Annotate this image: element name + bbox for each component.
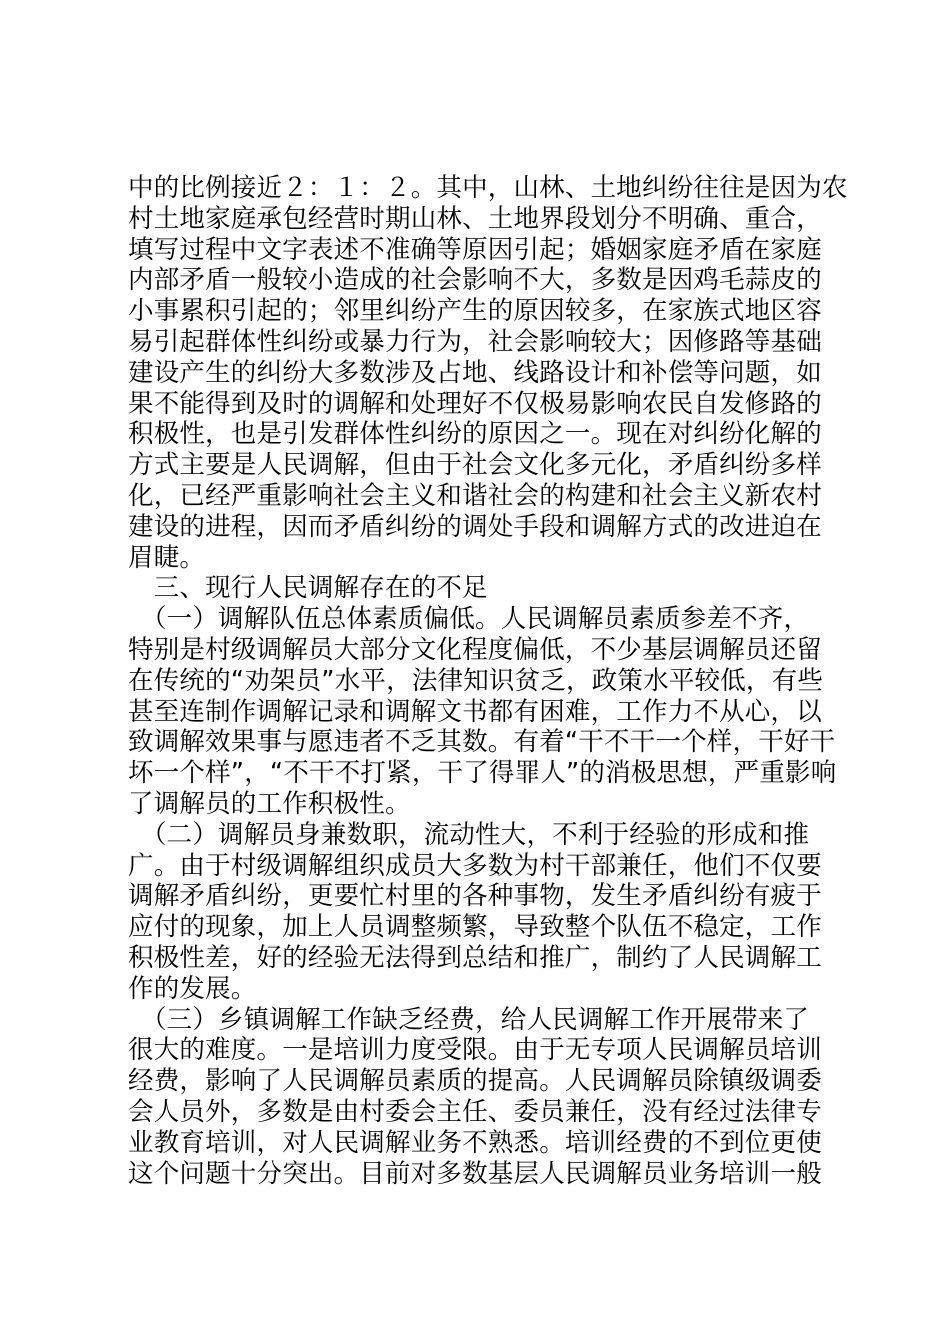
text-line: 在传统的“劝架员”水平，法律知识贫乏，政策水平较低，有些 <box>128 665 824 696</box>
text-line: 化，已经严重影响社会主义和谐社会的构建和社会主义新农村 <box>128 480 822 511</box>
section-heading: 三、现行人民调解存在的不足 <box>128 573 488 604</box>
text-line: 会人员外，多数是由村委会主任、委员兼任，没有经过法律专 <box>128 1096 822 1127</box>
text-line: 特别是村级调解员大部分文化程度偏低，不少基层调解员还留 <box>128 634 822 665</box>
text-line: （一）调解队伍总体素质偏低。人民调解员素质参差不齐， <box>128 604 810 635</box>
text-line: 应付的现象，加上人员调整频繁，导致整个队伍不稳定，工作 <box>128 912 822 943</box>
text-line: 建设的进程，因而矛盾纠纷的调处手段和调解方式的改进迫在 <box>128 511 822 542</box>
text-line: 很大的难度。一是培训力度受限。由于无专项人民调解员培训 <box>128 1035 822 1066</box>
text-line: 填写过程中文字表述不准确等原因引起；婚姻家庭矛盾在家庭 <box>128 234 822 265</box>
text-line: 中的比例接近２：１：２。其中，山林、土地纠纷往往是因为农 <box>128 173 848 203</box>
text-line: 积极性，也是引发群体性纠纷的原因之一。现在对纠纷化解的 <box>128 419 822 450</box>
text-line: 致调解效果事与愿违者不乏其数。有着“干不干一个样，干好干 <box>128 727 836 758</box>
text-line: 小事累积引起的；邻里纠纷产生的原因较多，在家族式地区容 <box>128 296 822 327</box>
text-line: 建设产生的纠纷大多数涉及占地、线路设计和补偿等问题，如 <box>128 357 822 388</box>
text-line: 这个问题十分突出。目前对多数基层人民调解员业务培训一般 <box>128 1158 822 1189</box>
text-line: 坏一个样”，“不干不打紧，干了得罪人”的消极思想，严重影响 <box>128 758 837 789</box>
text-line: 广。由于村级调解组织成员大多数为村干部兼任，他们不仅要 <box>128 850 822 881</box>
text-line: 了调解员的工作积极性。 <box>128 788 411 819</box>
body-text <box>128 173 848 1189</box>
text-line: 经费，影响了人民调解员素质的提高。人民调解员除镇级调委 <box>128 1066 822 1097</box>
text-line: 调解矛盾纠纷，更要忙村里的各种事物，发生矛盾纠纷有疲于 <box>128 881 822 912</box>
text-line: 方式主要是人民调解，但由于社会文化多元化，矛盾纠纷多样 <box>128 450 822 481</box>
text-line: 果不能得到及时的调解和处理好不仅极易影响农民自发修路的 <box>128 388 822 419</box>
text-line: 积极性差，好的经验无法得到总结和推广，制约了人民调解工 <box>128 942 822 973</box>
text-line: （三）乡镇调解工作缺乏经费，给人民调解工作开展带来了 <box>128 1004 810 1035</box>
text-line: （二）调解员身兼数职，流动性大，不利于经验的形成和推 <box>128 819 810 850</box>
text-line: 眉睫。 <box>128 542 206 573</box>
text-line: 甚至连制作调解记录和调解文书都有困难，工作力不从心，以 <box>128 696 822 727</box>
text-line: 易引起群体性纠纷或暴力行为，社会影响较大；因修路等基础 <box>128 326 822 357</box>
text-line: 业教育培训，对人民调解业务不熟悉。培训经费的不到位更使 <box>128 1127 822 1158</box>
text-line: 村土地家庭承包经营时期山林、土地界段划分不明确、重合， <box>128 203 822 234</box>
text-line: 内部矛盾一般较小造成的社会影响不大，多数是因鸡毛蒜皮的 <box>128 265 822 296</box>
text-line: 作的发展。 <box>128 973 257 1004</box>
